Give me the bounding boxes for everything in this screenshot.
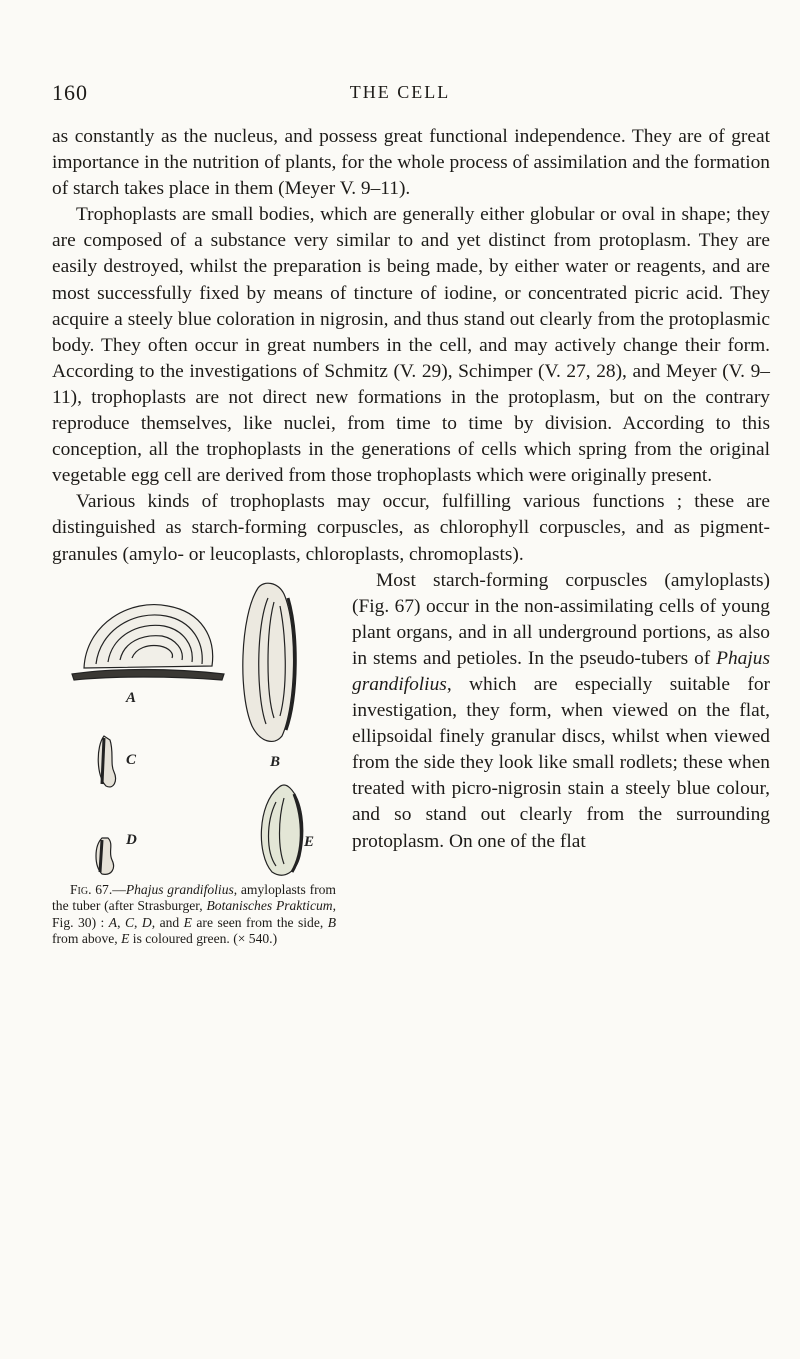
paragraph-continued: as constantly as the nucleus, and possess great functional independence. They are of great importance in the nutrition of plants, for the whole process of assimilation and the formation of starch takes place in them (Meyer V. 9–11). <box>52 126 770 200</box>
running-head: THE CELL <box>349 82 451 102</box>
page-header <box>0 80 800 110</box>
species-name-inline: Phajus grandifolius <box>352 647 770 695</box>
figure-label-c: C <box>126 751 137 768</box>
figure-number: Fig. 67. <box>70 881 113 897</box>
page-number: 160 <box>52 80 88 105</box>
amyloplast-a-drawing <box>72 604 224 679</box>
figure-label-e: E <box>304 833 315 850</box>
figure-caption <box>52 882 336 948</box>
amyloplast-b-drawing <box>243 583 295 741</box>
figure-label-d: D <box>126 831 137 848</box>
amyloplast-d-drawing <box>96 838 114 874</box>
paragraph-amyloplasts: Most starch-forming corpuscles (amyloplasts) (Fig. 67) occur in the non-assimilating cells of young plant organs, and in all underground portions, as also in stems and petioles. In the pseudo-tubers of Phajus grandifolius, which are especially suitable for investigation, they form, when viewed on the flat, ellipsoidal finely granular discs, whilst when viewed from the side they look like small rodlets; these when treated with picro-nigrosin stain a steely blue colour, and so stand out clearly from the surrounding protoplasm. On one of the flat <box>352 569 770 852</box>
figure-label-b: B <box>270 753 281 770</box>
book-title: Botanisches Prakticum <box>206 898 333 914</box>
body-text <box>52 124 770 982</box>
figure-label-a: A <box>126 689 137 706</box>
species-name: Phajus grandifolius <box>125 881 234 897</box>
figure-67 <box>52 576 338 982</box>
amyloplast-c-drawing <box>98 736 115 787</box>
amyloplast-e-drawing <box>261 785 302 875</box>
amyloplast-illustration <box>52 576 338 876</box>
figure-caption-text: Fig. 67.—Phajus grandifolius, amyloplasts from the tuber (after Strasburger, Botanisches Prakticum, Fig. 30) : A, C, D, and E are seen from the side, B from above, E is coloured green. (× 540.) <box>52 881 337 947</box>
paragraph-kinds: Various kinds of trophoplasts may occur, fulfilling various functions ; these are distinguished as starch-forming corpuscles, as chlorophyll corpuscles, and as pigment-granules (amylo- or leucoplasts, chloroplasts, chromoplasts). <box>52 491 770 565</box>
paragraph-trophoplasts: Trophoplasts are small bodies, which are generally either globular or oval in shape; they are composed of a substance very similar to and yet distinct from protoplasm. They are easily destroyed, whilst the preparation is being made, by either water or reagents, and are most successfully fixed by means of tincture of iodine, or concentrated picric acid. They acquire a steely blue coloration in nigrosin, and thus stand out clearly from the protoplasmic body. They often occur in great numbers in the cell, and may actively change their form. According to the investigations of Schmitz (V. 29), Schimper (V. 27, 28), and Meyer (V. 9–11), trophoplasts are not direct new formations in the protoplasm, but on the contrary reproduce themselves, like nuclei, from time to time by division. According to this conception, all the trophoplasts in the generations of cells which spring from the original vegetable egg cell are derived from those trophoplasts which were originally present. <box>52 204 770 487</box>
